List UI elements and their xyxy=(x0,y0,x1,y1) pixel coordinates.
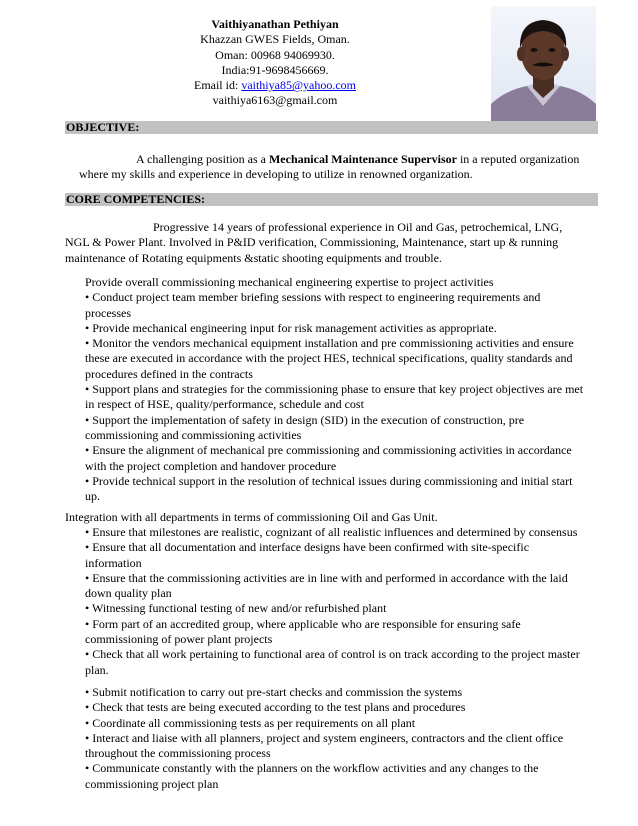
list-item: • Provide mechanical engineering input for risk management activities as appropriate. xyxy=(85,320,497,335)
core-competencies-text xyxy=(65,220,600,266)
core-line-3: maintenance of Rotating equipments &static shooting equipments and trouble. xyxy=(65,250,442,265)
list-item: down quality plan xyxy=(85,586,172,601)
company-location: Khazzan GWES Fields, Oman. xyxy=(200,32,350,47)
list-item: • Check that tests are being executed according to the test plans and procedures xyxy=(85,700,466,715)
email-line xyxy=(180,78,370,93)
integration-heading: Integration with all departments in terms of commissioning Oil and Gas Unit. xyxy=(65,510,438,524)
list-item: with the project completion and handover procedure xyxy=(85,458,337,473)
responsibilities-list-2 xyxy=(85,525,610,678)
responsibilities-list-3 xyxy=(85,685,610,792)
list-item: commissioning of power plant projects xyxy=(85,632,273,647)
list-item: Provide overall commissioning mechanical engineering expertise to project activities xyxy=(85,275,494,289)
responsibilities-list-1 xyxy=(85,275,610,504)
list-item: • Ensure that milestones are realistic, cognizant of all realistic influences and determined by consensus xyxy=(85,525,578,539)
list-item: up. xyxy=(85,489,100,504)
core-competencies-heading: CORE COMPETENCIES: xyxy=(65,193,598,206)
list-item: • Ensure the alignment of mechanical pre commissioning and commissioning activities in accordance xyxy=(85,443,572,458)
list-item: these are executed in accordance with the project HES, technical specifications, quality standards and xyxy=(85,351,573,366)
list-item: • Witnessing functional testing of new and/or refurbished plant xyxy=(85,601,387,616)
objective-line-1 xyxy=(65,152,610,167)
list-item: • Monitor the vendors mechanical equipment installation and pre commissioning activities and ensure xyxy=(85,336,574,351)
objective-text xyxy=(65,152,610,183)
objective-position-title: Mechanical Maintenance Supervisor xyxy=(268,152,457,166)
core-line-1: Progressive 14 years of professional experience in Oil and Gas, petrochemical, LNG, xyxy=(153,220,563,234)
list-item: • Ensure that all documentation and interface designs have been confirmed with site-specific xyxy=(85,540,530,555)
list-item: • Coordinate all commissioning tests as per requirements on all plant xyxy=(85,715,416,730)
candidate-name: Vaithiyanathan Pethiyan xyxy=(211,17,339,31)
india-phone: India:91-9698456669. xyxy=(221,62,329,77)
objective-heading: OBJECTIVE: xyxy=(65,121,598,134)
list-item: in respect of HSE, quality/performance, schedule and cost xyxy=(85,397,364,412)
list-item: information xyxy=(85,555,142,570)
list-item: throughout the commissioning process xyxy=(85,746,271,761)
list-item: • Check that all work pertaining to functional area of control is on track according to the project master xyxy=(85,647,580,662)
list-item: • Support the implementation of safety in design (SID) in the execution of construction, pre xyxy=(85,412,525,427)
list-item: • Provide technical support in the resolution of technical issues during commissioning and initial start xyxy=(85,473,573,488)
portrait-image xyxy=(491,6,596,123)
oman-phone: Oman: 00968 94069930. xyxy=(215,47,335,62)
list-item: • Submit notification to carry out pre-start checks and commission the systems xyxy=(85,685,463,699)
list-item: commissioning and commissioning activities xyxy=(85,427,302,442)
profile-photo xyxy=(491,6,596,123)
list-item: • Form part of an accredited group, where applicable who are responsible for ensuring safe xyxy=(85,616,521,631)
list-item: plan. xyxy=(85,662,109,677)
contact-header xyxy=(180,17,370,109)
list-item: • Communicate constantly with the planners on the workflow activities and any changes to the xyxy=(85,761,539,776)
email-gmail: vaithiya6163@gmail.com xyxy=(212,93,338,108)
list-item: • Conduct project team member briefing sessions with respect to engineering requirements and xyxy=(85,290,541,305)
core-line-2: NGL & Power Plant. Involved in P&ID verification, Commissioning, Maintenance, start up & running xyxy=(65,235,559,250)
list-item: • Ensure that the commissioning activities are in line with and performed in accordance with the laid xyxy=(85,570,568,585)
email-label: Email id: xyxy=(193,78,242,93)
list-item: • Support plans and strategies for the commissioning phase to ensure that key project objectives are met xyxy=(85,382,584,397)
list-item: processes xyxy=(85,305,131,320)
list-item: commissioning project plan xyxy=(85,776,219,791)
list-item: • Interact and liaise with all planners, project and system engineers, contractors and the client office xyxy=(85,730,564,745)
objective-line-1-end: in a reputed organization xyxy=(456,152,580,166)
objective-line-2: where my skills and experience in developing to utilize in renowned organization. xyxy=(79,167,473,182)
list-item: procedures defined in the contracts xyxy=(85,366,253,381)
objective-line-1-start: A challenging position as a xyxy=(136,152,269,166)
email-link-yahoo[interactable]: vaithiya85@yahoo.com xyxy=(241,78,357,93)
